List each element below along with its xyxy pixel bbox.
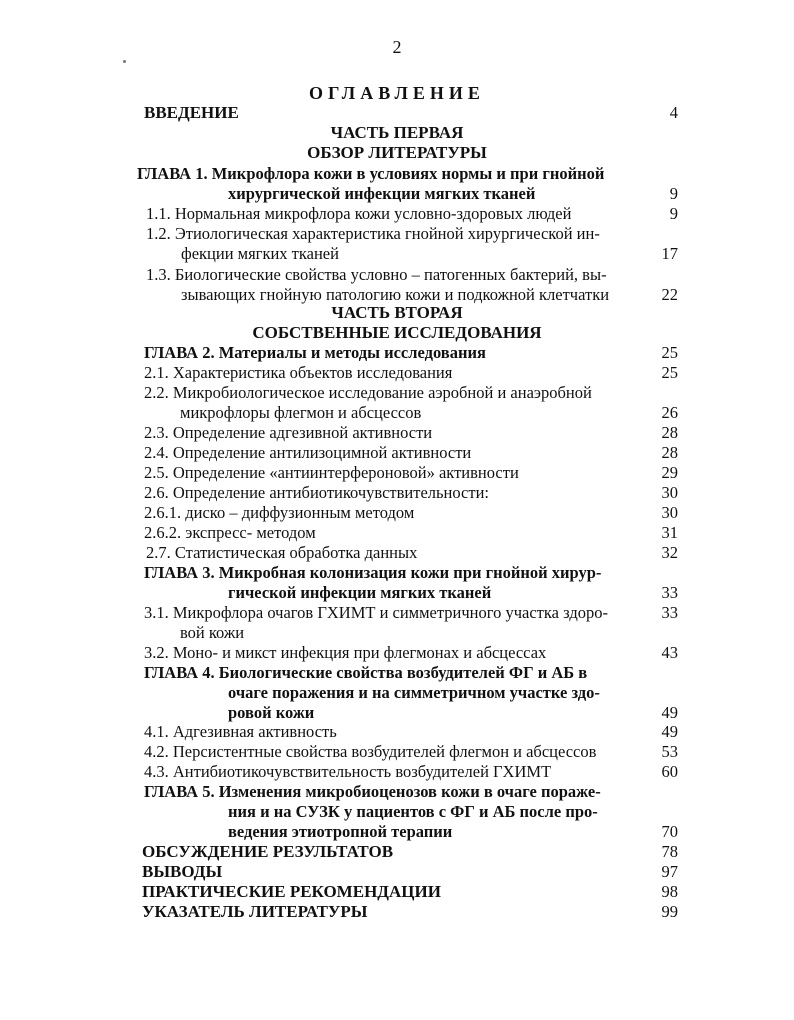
toc-entry-recommendations: ПРАКТИЧЕСКИЕ РЕКОМЕНДАЦИИ (142, 882, 441, 901)
toc-chapter-4-line-1: ГЛАВА 4. Биологические свойства возбудителей ФГ и АБ в (144, 663, 588, 682)
toc-title: ОГЛАВЛЕНИЕ (309, 83, 485, 103)
toc-chapter-1-line-2: хирургической инфекции мягких тканей (228, 184, 536, 203)
toc-page-section-2-6-2: 31 (661, 523, 678, 542)
toc-page-section-2-2: 26 (661, 403, 678, 422)
toc-section-2-7: 2.7. Статистическая обработка данных (146, 543, 418, 562)
part-two-subtitle: СОБСТВЕННЫЕ ИССЛЕДОВАНИЯ (252, 323, 542, 342)
toc-page-section-1-2: 17 (661, 244, 678, 263)
toc-page-section-2-7: 32 (661, 543, 678, 562)
toc-section-1-2-line-1: 1.2. Этиологическая характеристика гнойной хирургической ин- (146, 224, 600, 243)
toc-section-4-1: 4.1. Адгезивная активность (144, 722, 337, 741)
toc-section-3-2: 3.2. Моно- и микст инфекция при флегмонах и абсцессах (144, 643, 547, 662)
toc-page-chapter-2: 25 (661, 343, 678, 362)
toc-section-1-1: 1.1. Нормальная микрофлора кожи условно-здоровых людей (146, 204, 572, 223)
toc-chapter-4-line-2: очаге поражения и на симметричном участке здо- (228, 683, 600, 702)
toc-page-chapter-5: 70 (661, 822, 678, 841)
toc-section-1-3-line-1: 1.3. Биологические свойства условно – патогенных бактерий, вы- (146, 265, 607, 284)
toc-section-2-4: 2.4. Определение антилизоцимной активности (144, 443, 472, 462)
toc-section-2-6-2: 2.6.2. экспресс- методом (144, 523, 316, 542)
toc-section-2-3: 2.3. Определение адгезивной активности (144, 423, 433, 442)
toc-section-3-1-line-1: 3.1. Микрофлора очагов ГХИМТ и симметричного участка здоро- (144, 603, 608, 622)
toc-section-4-2: 4.2. Персистентные свойства возбудителей флегмон и абсцессов (144, 742, 597, 761)
toc-chapter-2: ГЛАВА 2. Материалы и методы исследования (144, 343, 486, 362)
toc-page-section-2-6: 30 (661, 483, 678, 502)
toc-page-references: 99 (661, 902, 678, 921)
toc-section-2-6: 2.6. Определение антибиотикочувствительности: (144, 483, 489, 502)
part-one-title: ЧАСТЬ ПЕРВАЯ (330, 123, 464, 142)
toc-page-recommendations: 98 (661, 882, 678, 901)
toc-page-section-1-1: 9 (669, 204, 678, 223)
toc-page-section-4-2: 53 (661, 742, 678, 761)
toc-entry-discussion: ОБСУЖДЕНИЕ РЕЗУЛЬТАТОВ (142, 842, 394, 861)
toc-section-4-3: 4.3. Антибиотикочувствительность возбудителей ГХИМТ (144, 762, 552, 781)
toc-section-1-3-line-2: зывающих гнойную патологию кожи и подкожной клетчатки (181, 285, 610, 304)
scan-speck (123, 60, 126, 63)
toc-page-section-2-1: 25 (661, 363, 678, 382)
toc-chapter-3-line-1: ГЛАВА 3. Микробная колонизация кожи при гнойной хирур- (144, 563, 602, 582)
toc-section-2-6-1: 2.6.1. диско – диффузионным методом (144, 503, 415, 522)
toc-chapter-5-line-1: ГЛАВА 5. Изменения микробиоценозов кожи в очаге пораже- (144, 782, 601, 801)
toc-entry-references: УКАЗАТЕЛЬ ЛИТЕРАТУРЫ (142, 902, 368, 921)
toc-page-section-3-2: 43 (661, 643, 678, 662)
toc-page-conclusions: 97 (661, 862, 678, 881)
toc-section-2-2-line-1: 2.2. Микробиологическое исследование аэробной и анаэробной (144, 383, 592, 402)
toc-page-section-4-3: 60 (661, 762, 678, 781)
toc-page-chapter-1: 9 (669, 184, 678, 203)
toc-chapter-1-line-1: ГЛАВА 1. Микрофлора кожи в условиях нормы и при гнойной (137, 164, 605, 183)
toc-section-2-1: 2.1. Характеристика объектов исследования (144, 363, 453, 382)
toc-page-section-2-4: 28 (661, 443, 678, 462)
toc-page-intro: 4 (669, 103, 678, 122)
toc-page-section-2-6-1: 30 (661, 503, 678, 522)
toc-page-section-3-1: 33 (661, 603, 678, 622)
toc-page-discussion: 78 (661, 842, 678, 861)
part-one-subtitle: ОБЗОР ЛИТЕРАТУРЫ (307, 143, 487, 162)
toc-section-2-2-line-2: микрофлоры флегмон и абсцессов (180, 403, 422, 422)
toc-page-section-2-3: 28 (661, 423, 678, 442)
toc-page-section-4-1: 49 (661, 722, 678, 741)
toc-section-2-5: 2.5. Определение «антиинтерфероновой» активности (144, 463, 519, 482)
toc-chapter-3-line-2: гической инфекции мягких тканей (228, 583, 492, 602)
toc-chapter-4-line-3: ровой кожи (228, 703, 315, 722)
toc-section-3-1-line-2: вой кожи (180, 623, 245, 642)
toc-chapter-5-line-3: ведения этиотропной терапии (228, 822, 453, 841)
toc-page-chapter-4: 49 (661, 703, 678, 722)
toc-entry-conclusions: ВЫВОДЫ (142, 862, 223, 881)
toc-chapter-5-line-2: ния и на СУЗК у пациентов с ФГ и АБ после про- (228, 802, 598, 821)
toc-page-section-2-5: 29 (661, 463, 678, 482)
part-two-title: ЧАСТЬ ВТОРАЯ (331, 303, 463, 322)
toc-page-section-1-3: 22 (661, 285, 678, 304)
toc-entry-intro: ВВЕДЕНИЕ (144, 103, 239, 122)
toc-page-chapter-3: 33 (661, 583, 678, 602)
page-number: 2 (392, 37, 402, 57)
toc-section-1-2-line-2: фекции мягких тканей (181, 244, 339, 263)
